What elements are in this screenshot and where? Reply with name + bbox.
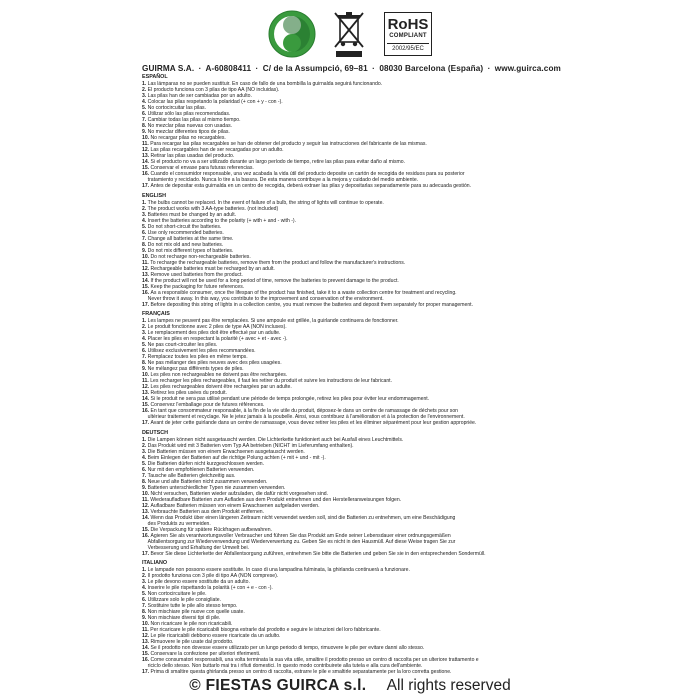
- section-title: ESPAÑOL: [142, 74, 168, 80]
- instruction-list: [142, 81, 560, 189]
- instruction-number: 14.: [142, 159, 151, 165]
- instruction-number: 2.: [142, 324, 148, 330]
- instruction-number: 1.: [142, 436, 148, 443]
- instruction-text: Rimuovere le pile usate dal prodotto.: [150, 639, 234, 645]
- instruction-number: 8.: [142, 360, 148, 366]
- instruction-number: 3.: [142, 330, 148, 336]
- instruction-text: Come consumatori responsabili, una volta terminata la sua vita utile, smaltire il prodotto presso un centro di raccolta per un ulteriore trattamento e riciclo dello stesso. Non buttarlo mai tra i rifiuti domestici. In questo modo contribuirete alla tutela e alla cura dell'ambiente.: [147, 657, 479, 669]
- instruction-number: 7.: [142, 354, 148, 360]
- instruction-text: Colocar las pilas respetando la polaridad (+ con + y - con -).: [147, 99, 283, 105]
- instruction-list: [142, 567, 560, 675]
- instruction-number: 14.: [142, 645, 151, 651]
- instruction-text: Remplacez toutes les piles en même temps.: [147, 354, 248, 360]
- instruction-text: Die Verpackung für spätere Rückfragen aufbewahren.: [150, 526, 272, 533]
- instruction-number: 7.: [142, 603, 148, 609]
- instruction-number: 13.: [142, 271, 151, 278]
- section-title: ITALIANO: [142, 560, 168, 566]
- instruction-number: 16.: [142, 171, 151, 177]
- instruction-number: 4.: [142, 585, 148, 591]
- instruction-text: Die Batterien dürfen nicht kurzgeschlossen werden.: [147, 460, 265, 467]
- instruction-item: [142, 290, 560, 302]
- instruction-item: [142, 551, 560, 557]
- instruction-number: 12.: [142, 502, 151, 509]
- instruction-text: Les lampes ne peuvent pas être remplacées. Si une ampoule est grillée, la guirlande continuera de fonctionner.: [147, 318, 399, 324]
- instruction-text: Use only recommended batteries.: [147, 229, 224, 236]
- instruction-number: 6.: [142, 597, 148, 603]
- instruction-number: 10.: [142, 621, 151, 627]
- instruction-number: 13.: [142, 390, 151, 396]
- instruction-item: [142, 408, 560, 420]
- instruction-number: 13.: [142, 639, 151, 645]
- instruction-number: 10.: [142, 135, 151, 141]
- instruction-text: Before depositing this string of lights in a collection centre, you must remove the batteries and deposit them separately for proper management.: [150, 301, 473, 308]
- instruction-text: Do not mix different types of batteries.: [147, 247, 234, 254]
- instruction-text: Le remplacement des piles doit être effectué par un adulte.: [147, 330, 281, 336]
- instruction-number: 1.: [142, 81, 148, 87]
- language-section: [142, 311, 560, 426]
- company-address: C/ de la Assumpció, 69–81: [262, 64, 368, 73]
- instruction-text: Wenn das Produkt über einen längeren Zeitraum nicht verwendet werden soll, sind die Batterien zu entnehmen, um eine Beschädigung des Produkts zu vermeiden.: [147, 514, 456, 527]
- instruction-number: 11.: [142, 378, 151, 384]
- instruction-number: 5.: [142, 342, 148, 348]
- instruction-number: 13.: [142, 153, 151, 159]
- header-sep: ·: [198, 64, 202, 73]
- instruction-text: Verbrauchte Batterien aus dem Produkt entfernen.: [150, 508, 265, 515]
- instruction-number: 13.: [142, 508, 151, 515]
- instruction-text: Rechargeable batteries must be recharged by an adult.: [150, 265, 275, 272]
- instruction-number: 9.: [142, 484, 148, 491]
- instruction-number: 2.: [142, 87, 148, 93]
- instruction-text: Bevor Sie diese Lichterkette der Abfallentsorgung zuführen, entnehmen Sie bitte die Batterien und geben Sie sie in den entsprechenden Sondermüll.: [150, 550, 486, 557]
- instruction-text: Para recargar las pilas recargables se han de obtener del producto y seguir las instrucciones del fabricante de las mismas.: [150, 141, 427, 147]
- instruction-text: Batterien unterschiedlicher Typen nie zusammen verwenden.: [147, 484, 286, 491]
- instruction-text: Change all batteries at the same time.: [147, 235, 234, 242]
- instruction-text: Neue und alte Batterien nicht zusammen verwenden.: [147, 478, 268, 485]
- instruction-number: 1.: [142, 318, 148, 324]
- instruction-number: 14.: [142, 396, 151, 402]
- instruction-text: Die Lampen können nicht ausgetauscht werden. Die Lichterkette funktioniert auch bei Ausfall eines Leuchtmittels.: [147, 436, 404, 443]
- section-title: DEUTSCH: [142, 429, 169, 436]
- instruction-text: Utilizar sólo las pilas recomendadas.: [147, 111, 231, 117]
- instruction-number: 3.: [142, 211, 148, 218]
- instruction-text: Do not short-circuit the batteries.: [147, 223, 222, 230]
- instruction-number: 10.: [142, 253, 151, 260]
- instruction-text: Retirez les piles usées du produit.: [150, 390, 227, 396]
- instruction-text: Retirar las pilas usadas del producto.: [150, 153, 235, 159]
- instruction-text: En tant que consommateur responsable, à la fin de la vie utile du produit, déposez-le dans un centre de ramassage de déchets pour son ultérieur traitement et recyclage. Ne le jetez jamais à la poubelle. Ainsi, vous contribuez à l'amélioration et à la protection de l'environnement.: [147, 408, 465, 420]
- instruction-text: Non mischiare pile nuove con quelle usate.: [147, 609, 245, 615]
- instruction-number: 6.: [142, 111, 148, 117]
- instruction-number: 2.: [142, 205, 148, 212]
- instruction-text: No mezclar diferentes tipos de pilas.: [147, 129, 230, 135]
- instruction-text: Non cortocircuitare le pile.: [147, 591, 207, 597]
- instruction-text: Agieren Sie als verantwortungsvoller Verbraucher und führen Sie das Produkt am Ende seiner Lebensdauer einer ordnungsgemäßen Abfallentsorgung zur Wiederverwendung und Wiederverwertung zu. Geben Sie es nicht in den Hausmüll. Auf diese Weise tragen Sie zur Verbesserung und Erhaltung der Umwelt bei.: [147, 532, 456, 551]
- instruction-text: Remove used batteries from the product.: [150, 271, 243, 278]
- rohs-sub: COMPLIANT: [389, 33, 427, 39]
- crossed-out-wheelie-bin-icon: [332, 10, 366, 58]
- instruction-number: 4.: [142, 217, 148, 224]
- instruction-number: 7.: [142, 235, 148, 242]
- instruction-text: Prima di smaltire questa ghirlanda presso un centro di raccolta, estrarre le pile e smaltirle separatamente per la loro corretta gestione.: [150, 669, 452, 675]
- instruction-number: 8.: [142, 123, 148, 129]
- instruction-number: 15.: [142, 402, 151, 408]
- instruction-text: Ne pas mélanger des piles neuves avec des piles usagées.: [147, 360, 282, 366]
- instruction-text: Utilizzare solo le pile consigliate.: [147, 597, 221, 603]
- rohs-compliant-badge: [384, 12, 432, 56]
- instruction-text: Cambiar todas las pilas al mismo tiempo.: [147, 117, 241, 123]
- instruction-text: Conservez l'emballage pour de futures références.: [150, 402, 265, 408]
- instruction-number: 17.: [142, 420, 151, 426]
- instruction-number: 11.: [142, 259, 151, 266]
- instruction-text: Sostituire tutte le pile allo stesso tempo.: [147, 603, 238, 609]
- instruction-text: Ne pas court-circuiter les piles.: [147, 342, 218, 348]
- instruction-text: Non mischiare diversi tipi di pile.: [147, 615, 221, 621]
- instruction-number: 15.: [142, 526, 151, 533]
- instruction-text: Si el producto no va a ser utilizado durante un largo período de tiempo, retire las pilas para evitar daño al mismo.: [150, 159, 406, 165]
- language-section: [142, 430, 560, 557]
- instruction-text: Le pile ricaricabili debbono essere ricaricate da un adulto.: [150, 633, 281, 639]
- instruction-number: 15.: [142, 283, 151, 290]
- instruction-text: Il prodotto funziona con 3 pile di tipo AA (NON comprese).: [147, 573, 279, 579]
- instruction-text: Batteries must be changed by an adult.: [147, 211, 237, 218]
- instruction-item: [142, 183, 560, 189]
- instruction-number: 3.: [142, 448, 148, 455]
- instruction-number: 7.: [142, 472, 148, 479]
- instruction-item: [142, 515, 560, 527]
- instruction-number: 1.: [142, 567, 148, 573]
- instruction-number: 11.: [142, 627, 151, 633]
- instruction-number: 15.: [142, 165, 151, 171]
- instruction-number: 12.: [142, 147, 151, 153]
- instruction-list: [142, 200, 560, 308]
- instruction-number: 8.: [142, 478, 148, 485]
- instruction-text: Las pilas recargables han de ser recargadas por un adulto.: [150, 147, 284, 153]
- instruction-text: Les piles non rechargeables ne doivent pas être rechargées.: [150, 372, 288, 378]
- company-city: 08030 Barcelona (España): [379, 64, 484, 73]
- header-sep: ·: [255, 64, 259, 73]
- instruction-number: 3.: [142, 579, 148, 585]
- instruction-text: Do not mix old and new batteries.: [147, 241, 224, 248]
- instruction-number: 15.: [142, 651, 151, 657]
- green-dot-recycling-icon: [268, 10, 316, 58]
- certification-logos: [0, 10, 700, 58]
- instruction-number: 5.: [142, 460, 148, 467]
- instruction-text: As a responsible consumer, once the lifespan of the product has finished, take it to a waste collection centre for treatment and recycling. Never throw it away. In this way, you contribute to the improvement and conservation of the environment.: [147, 289, 457, 302]
- instruction-number: 1.: [142, 199, 148, 206]
- instruction-text: No recargar pilas no recargables.: [150, 135, 226, 141]
- instruction-text: Keep the packaging for future references.: [150, 283, 245, 290]
- instruction-number: 11.: [142, 496, 151, 503]
- instruction-item: [142, 657, 560, 669]
- company-header: [142, 64, 563, 73]
- language-section: [142, 560, 560, 675]
- company-website: www.guirca.com: [494, 64, 561, 73]
- instruction-text: Placer les piles en respectant la polarité (+ avec + et - avec -).: [147, 336, 288, 342]
- instruction-number: 11.: [142, 141, 151, 147]
- instruction-text: Insert the batteries according to the polarity (+ with + and - with -).: [147, 217, 297, 224]
- instruction-text: Wiederaufladbare Batterien zum Aufladen aus dem Produkt entnehmen und den Herstelleranweisungen folgen.: [150, 496, 402, 503]
- instruction-number: 12.: [142, 633, 151, 639]
- instruction-text: Die Batterien müssen von einem Erwachsenen ausgetauscht werden.: [147, 448, 305, 455]
- instruction-number: 8.: [142, 241, 148, 248]
- instruction-number: 16.: [142, 289, 151, 296]
- instruction-number: 6.: [142, 348, 148, 354]
- copyright-brand: © FIESTAS GUIRCA s.l.: [189, 677, 367, 694]
- instruction-text: Per ricaricare le pile ricaricabili bisogna estrarle dal prodotto e seguire le istruzioni del loro fabbricante.: [150, 627, 381, 633]
- instruction-number: 9.: [142, 247, 148, 254]
- instruction-text: Do not recharge non-rechargeable batteries.: [150, 253, 251, 260]
- instruction-text: Le produit fonctionne avec 2 piles de type AA (NON incluses).: [147, 324, 287, 330]
- instruction-number: 10.: [142, 490, 151, 497]
- instruction-number: 4.: [142, 336, 148, 342]
- company-name: GUIRMA S.A.: [142, 64, 195, 73]
- instruction-text: Conservare la confezione per ulteriori riferimenti.: [150, 651, 261, 657]
- instruction-text: Las pilas han de ser cambiadas por un adulto.: [147, 93, 252, 99]
- instruction-text: Inserire le pile rispettando la polarità (+ con + e - con -).: [147, 585, 273, 591]
- instruction-number: 9.: [142, 366, 148, 372]
- copyright-footer: [0, 677, 700, 695]
- instruction-text: If the product will not be used for a long period of time, remove the batteries to prevent damage to the product.: [150, 277, 399, 284]
- instruction-number: 9.: [142, 615, 148, 621]
- instruction-text: Tausche alle Batterien gleichzeitig aus.: [147, 472, 236, 479]
- instruction-number: 14.: [142, 514, 151, 521]
- instruction-number: 17.: [142, 669, 151, 675]
- instruction-number: 2.: [142, 573, 148, 579]
- instruction-number: 5.: [142, 105, 148, 111]
- instruction-text: El producto funciona con 3 pilas de tipo AA (NO incluidas).: [147, 87, 280, 93]
- instruction-text: Aufladbare Batterien müssen von einem Erwachsenen aufgeladen werden.: [150, 502, 320, 509]
- instruction-text: Le pile devono essere sostituite da un adulto.: [147, 579, 250, 585]
- instruction-text: Das Produkt wird mit 3 Batterien vom Typ AA betrieben (NICHT im Lieferumfang enthalten).: [147, 442, 354, 449]
- instruction-text: Les recharger les piles rechargeables, il faut les retirer du produit et suivre les instructions de leur fabricant.: [150, 378, 393, 384]
- instruction-number: 14.: [142, 277, 151, 284]
- instructions-sections: [142, 74, 560, 679]
- header-sep: ·: [372, 64, 375, 73]
- instruction-text: Cuando el consumidor responsable, una vez acabada la vida útil del producto deposite un cartón de recogida de residuos para su posterior tratamiento y reciclado. Nunca lo tire a la basura. De esta manera contribuye a la mejora y cuidado del medio ambiente.: [147, 171, 465, 183]
- instruction-text: Avant de jeter cette guirlande dans un centre de ramassage, vous devez retirer les piles et les éliminer séparément pour leur gestion appropriée.: [150, 420, 477, 426]
- instruction-text: No mezclar pilas nuevas con usadas.: [147, 123, 233, 129]
- company-id: A-60808411: [205, 64, 252, 73]
- instruction-number: 17.: [142, 301, 151, 308]
- instruction-text: Utilisez exclusivement les piles recommandées.: [147, 348, 256, 354]
- instruction-number: 12.: [142, 384, 151, 390]
- instruction-number: 16.: [142, 657, 151, 663]
- instruction-number: 16.: [142, 408, 151, 414]
- header-sep: ·: [487, 64, 491, 73]
- instruction-item: [142, 533, 560, 551]
- instruction-text: The bulbs cannot be replaced. In the event of failure of a bulb, the string of lights will continue to operate.: [147, 199, 384, 206]
- instruction-text: Beim Einlegen der Batterien auf die richtige Polung achten (+ mit + und - mit -).: [147, 454, 326, 461]
- instruction-number: 5.: [142, 223, 148, 230]
- instruction-text: Conservar el envase para futuras referencias.: [150, 165, 254, 171]
- instruction-text: Antes de depositar esta guirnalda en un centro de recogida, deberá extraer las pilas y depositarlas separadamente para su adecuada gestión.: [150, 183, 472, 189]
- language-section: [142, 193, 560, 308]
- section-title: FRANÇAIS: [142, 311, 170, 317]
- instruction-number: 3.: [142, 93, 148, 99]
- instruction-text: Si le produit ne sera pas utilisé pendant une période de temps prolongée, retirez les piles pour éviter leur endommagement.: [150, 396, 430, 402]
- instruction-list: [142, 437, 560, 557]
- rohs-title: RoHS: [387, 16, 429, 33]
- instruction-text: No cortocircuitar las pilas.: [147, 105, 206, 111]
- instruction-number: 16.: [142, 532, 151, 539]
- instruction-number: 12.: [142, 265, 151, 272]
- instruction-item: [142, 302, 560, 308]
- instruction-number: 4.: [142, 454, 148, 461]
- instruction-text: Nicht versuchen, Batterien wieder aufzuladen, die dafür nicht vorgesehen sind.: [150, 490, 329, 497]
- instruction-number: 17.: [142, 183, 151, 189]
- instruction-number: 6.: [142, 229, 148, 236]
- instruction-list: [142, 318, 560, 426]
- copyright-rights: All rights reserved: [386, 677, 511, 694]
- instruction-number: 4.: [142, 99, 148, 105]
- instruction-number: 6.: [142, 466, 148, 473]
- instruction-item: [142, 171, 560, 183]
- instruction-number: 8.: [142, 609, 148, 615]
- section-title: ENGLISH: [142, 192, 166, 199]
- instruction-text: Non ricaricare le pile non ricaricabili.: [150, 621, 233, 627]
- instruction-number: 9.: [142, 129, 148, 135]
- instruction-text: Les piles rechargeables doivent être rechargées par un adulte.: [150, 384, 292, 390]
- instruction-text: The product works with 3 AA-type batteries. (not included): [147, 205, 279, 212]
- instruction-number: 17.: [142, 550, 151, 557]
- instruction-number: 5.: [142, 591, 148, 597]
- instruction-item: [142, 669, 560, 675]
- instruction-text: Le lampade non possono essere sostituite. In caso di una lampadina fulminata, la ghirlanda continuerà a funzionare.: [147, 567, 410, 573]
- instruction-text: Se il prodotto non dovesse essere utilizzato per un lungo periodo di tempo, rimuovere le pile per evitare danni allo stesso.: [150, 645, 425, 651]
- instruction-number: 10.: [142, 372, 151, 378]
- instruction-text: Nur mit den empfohlenen Batterien verwenden.: [147, 466, 255, 473]
- rohs-code: 2002/95/EC: [387, 43, 429, 53]
- instruction-item: [142, 420, 560, 426]
- instruction-text: Ne mélangez pas différents types de piles.: [147, 366, 244, 372]
- instruction-number: 2.: [142, 442, 148, 449]
- instruction-text: Las lámparas no se pueden sustituir. En caso de fallo de una bombilla la guirnalda seguirá funcionando.: [147, 81, 383, 87]
- instruction-number: 7.: [142, 117, 148, 123]
- language-section: [142, 74, 560, 189]
- instruction-text: To recharge the rechargeable batteries, remove them from the product and follow the manufacturer's instructions.: [150, 259, 406, 266]
